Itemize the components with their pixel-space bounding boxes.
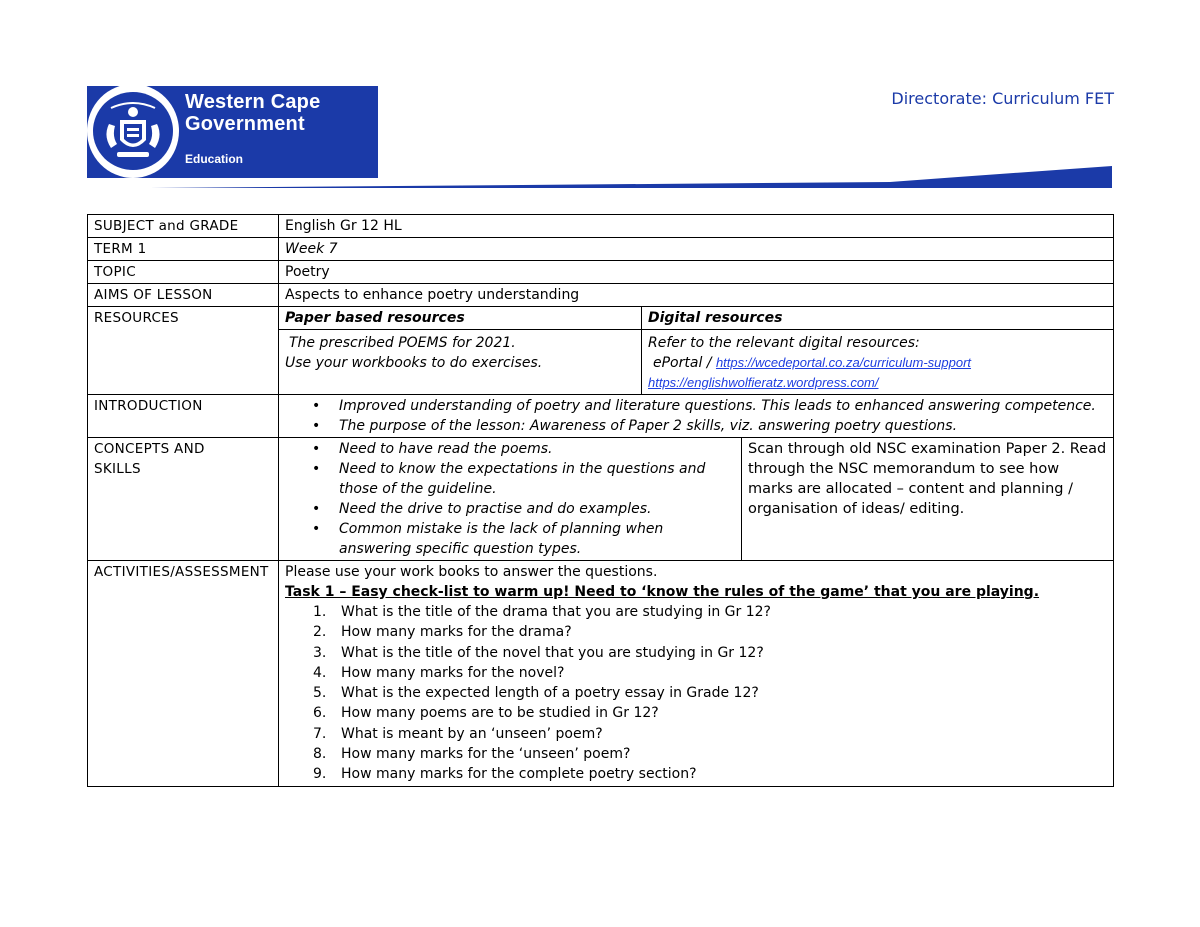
logo-subtitle: Education [185,152,244,166]
paper-resources-line: The prescribed POEMS for 2021. [289,335,516,351]
row-value: Aspects to enhance poetry understanding [279,284,1114,307]
eportal-label: ePortal / [653,355,716,371]
task-heading: Task 1 – Easy check-list to warm up! Need to ‘know the rules of the game’ that you are playing. [285,584,1040,600]
list-item: 9. How many marks for the complete poetry section? [313,766,697,783]
list-item: • Need to have read the poems. [339,439,735,459]
list-item: 7. What is meant by an ‘unseen’ poem? [313,725,603,742]
list-item: • Common mistake is the lack of planning when answering specific question types. [339,519,735,559]
list-item: • Need the drive to practise and do examples. [339,499,735,519]
lesson-plan-table [87,214,1114,787]
list-item: 2. How many marks for the drama? [313,624,572,641]
table-row [88,215,1114,238]
row-label [88,438,279,561]
row-label: RESOURCES [88,307,279,395]
row-label-line: CONCEPTS AND [94,441,205,457]
row-label: INTRODUCTION [88,395,279,438]
row-value: Week 7 [279,238,1114,261]
question-list [285,602,1107,785]
list-item: • Need to know the expectations in the questions and those of the guideline. [339,459,735,499]
concepts-content [279,438,1114,561]
row-value: English Gr 12 HL [279,215,1114,238]
paper-resources [279,330,642,395]
table-row [88,438,1114,561]
table-row [88,238,1114,261]
activities-intro: Please use your work books to answer the questions. [285,564,658,580]
list-item: 6. How many poems are to be studied in Gr 12? [313,705,659,722]
introduction-content [279,395,1114,438]
table-row [88,284,1114,307]
row-label: ACTIVITIES/ASSESSMENT [88,561,279,787]
list-item: • Improved understanding of poetry and literature questions. This leads to enhanced answering competence. [339,396,1107,416]
eportal-link[interactable]: https://wcedeportal.co.za/curriculum-support [715,355,972,370]
directorate-title: Directorate: Curriculum FET [891,89,1114,108]
paper-resources-line: Use your workbooks to do exercises. [285,355,543,371]
table-row [88,395,1114,438]
list-item: 8. How many marks for the ‘unseen’ poem? [313,746,631,763]
row-label: AIMS OF LESSON [88,284,279,307]
row-label: TOPIC [88,261,279,284]
logo-title: Western Cape Government [185,91,321,135]
table-row [88,261,1114,284]
list-item: 4. How many marks for the novel? [313,664,565,681]
list-item: 1. What is the title of the drama that you are studying in Gr 12? [313,604,771,620]
wordpress-link[interactable]: https://englishwolfieratz.wordpress.com/ [648,375,879,390]
row-label: SUBJECT and GRADE [88,215,279,238]
digital-resources [642,330,1114,395]
list-item: 3. What is the title of the novel that you are studying in Gr 12? [313,644,764,661]
concepts-side-text: Scan through old NSC examination Paper 2. Read through the NSC memorandum to see how marks are allocated – content and planning / organisation of ideas/ editing. [748,441,1107,517]
activities-content [279,561,1114,787]
table-row [88,307,1114,330]
row-label-line: SKILLS [94,461,141,477]
row-value: Poetry [279,261,1114,284]
table-row [88,561,1114,787]
list-item: 5. What is the expected length of a poetry essay in Grade 12? [313,685,759,702]
list-item: • The purpose of the lesson: Awareness of Paper 2 skills, viz. answering poetry questions. [339,416,1107,436]
row-label: TERM 1 [88,238,279,261]
digital-resources-heading: Digital resources [642,307,1114,330]
digital-resources-line: Refer to the relevant digital resources: [648,335,920,351]
header-swoosh [150,160,1112,190]
paper-resources-heading: Paper based resources [279,307,642,330]
